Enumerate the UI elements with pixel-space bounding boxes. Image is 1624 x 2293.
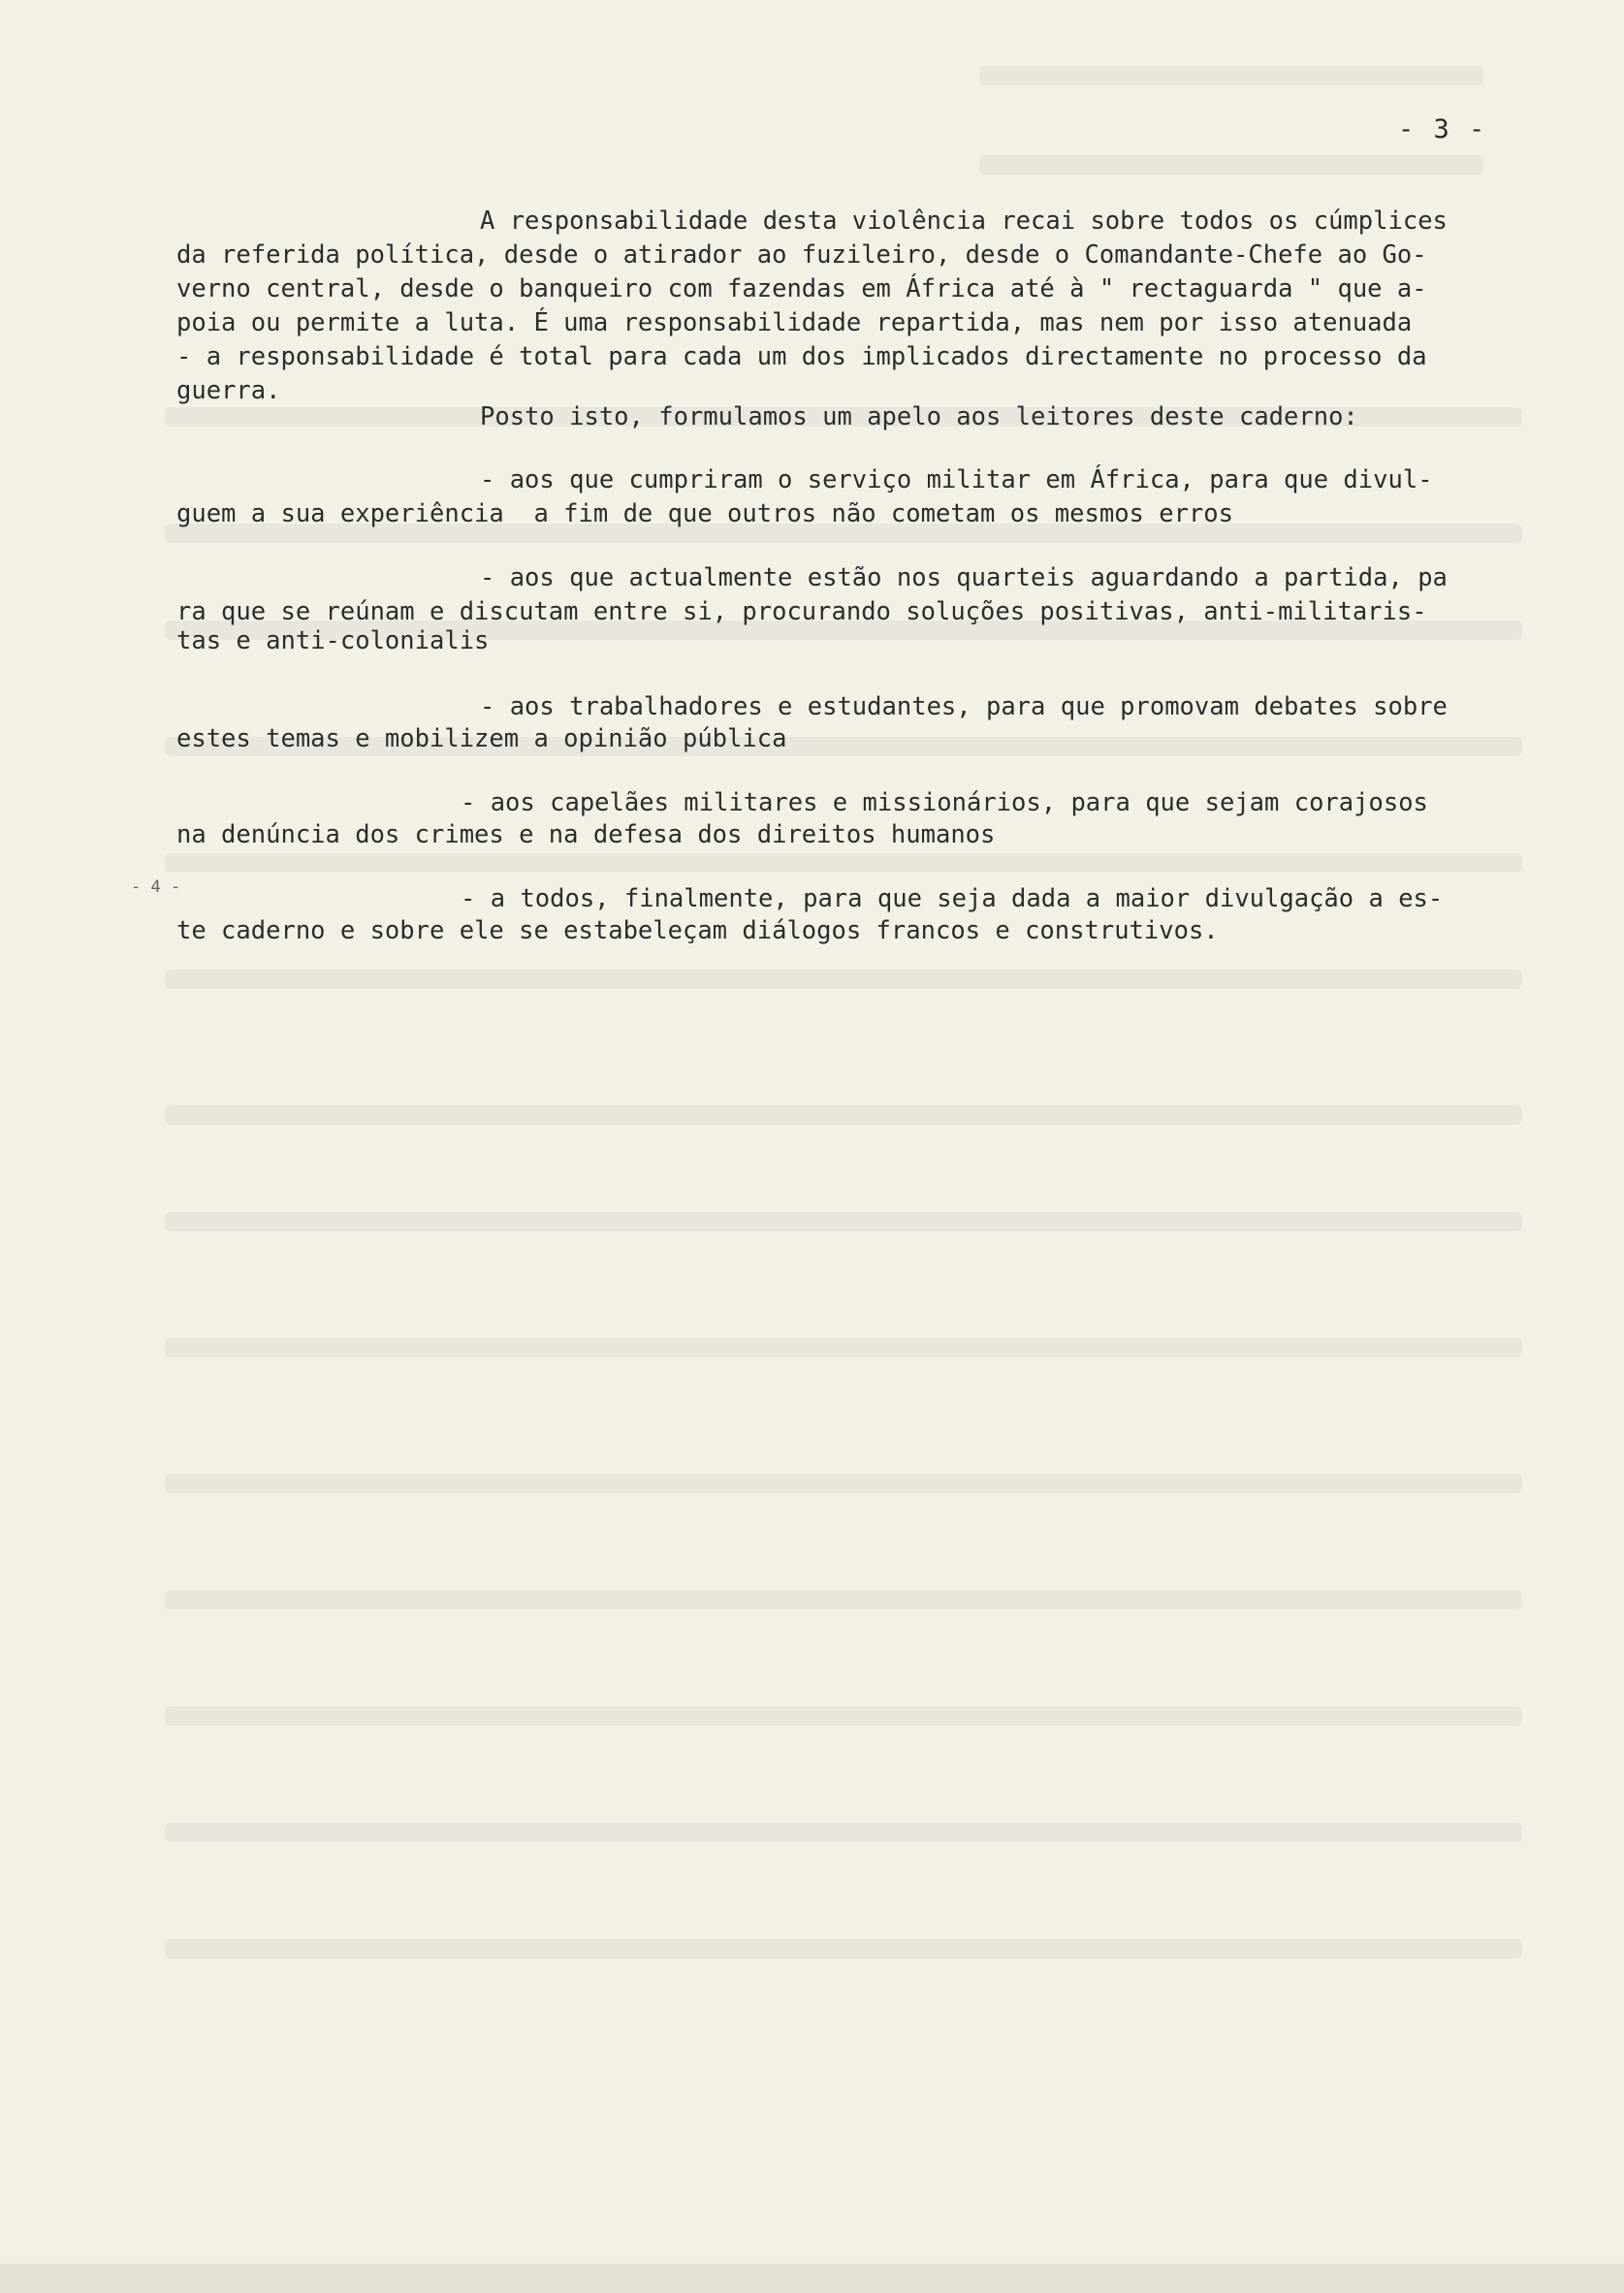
text-line: guem a sua experiência a fim de que outros não cometam os mesmos erros <box>176 499 1234 528</box>
text-line: poia ou permite a luta. É uma responsabilidade repartida, mas nem por isso atenuada <box>176 308 1413 337</box>
page-number: - 3 - <box>1398 114 1487 144</box>
page-bottom-edge <box>0 2264 1624 2293</box>
text-line: - aos que cumpriram o serviço militar em África, para que divul- <box>480 465 1433 494</box>
text-line: ra que se reúnam e discutam entre si, procurando soluções positivas, anti-militaris- <box>176 597 1427 626</box>
text-line: - aos trabalhadores e estudantes, para que promovam debates sobre <box>480 692 1448 721</box>
text-line: estes temas e mobilizem a opinião pública <box>176 724 787 753</box>
text-line: guerra. <box>176 376 281 405</box>
text-line: verno central, desde o banqueiro com fazendas em África até à " rectaguarda " que a- <box>176 274 1427 303</box>
text-line: A responsabilidade desta violência recai sobre todos os cúmplices <box>480 207 1448 236</box>
text-line: tas e anti-colonialis <box>176 626 490 655</box>
text-line: - aos que actualmente estão nos quarteis aguardando a partida, pa <box>480 563 1448 592</box>
text-line: na denúncia dos crimes e na defesa dos direitos humanos <box>176 820 996 849</box>
text-line: - a responsabilidade é total para cada um dos implicados directamente no processo da <box>176 342 1427 371</box>
text-line: da referida política, desde o atirador ao fuzileiro, desde o Comandante-Chefe ao Go- <box>176 240 1427 270</box>
text-line: te caderno e sobre ele se estabeleçam diálogos francos e construtivos. <box>176 916 1219 945</box>
text-line: Posto isto, formulamos um apelo aos leitores deste caderno: <box>480 402 1358 431</box>
margin-mark: - 4 - <box>131 877 181 897</box>
text-line: - aos capelães militares e missionários, para que sejam corajosos <box>461 788 1428 817</box>
text-line: - a todos, finalmente, para que seja dada a maior divulgação a es- <box>461 884 1444 913</box>
